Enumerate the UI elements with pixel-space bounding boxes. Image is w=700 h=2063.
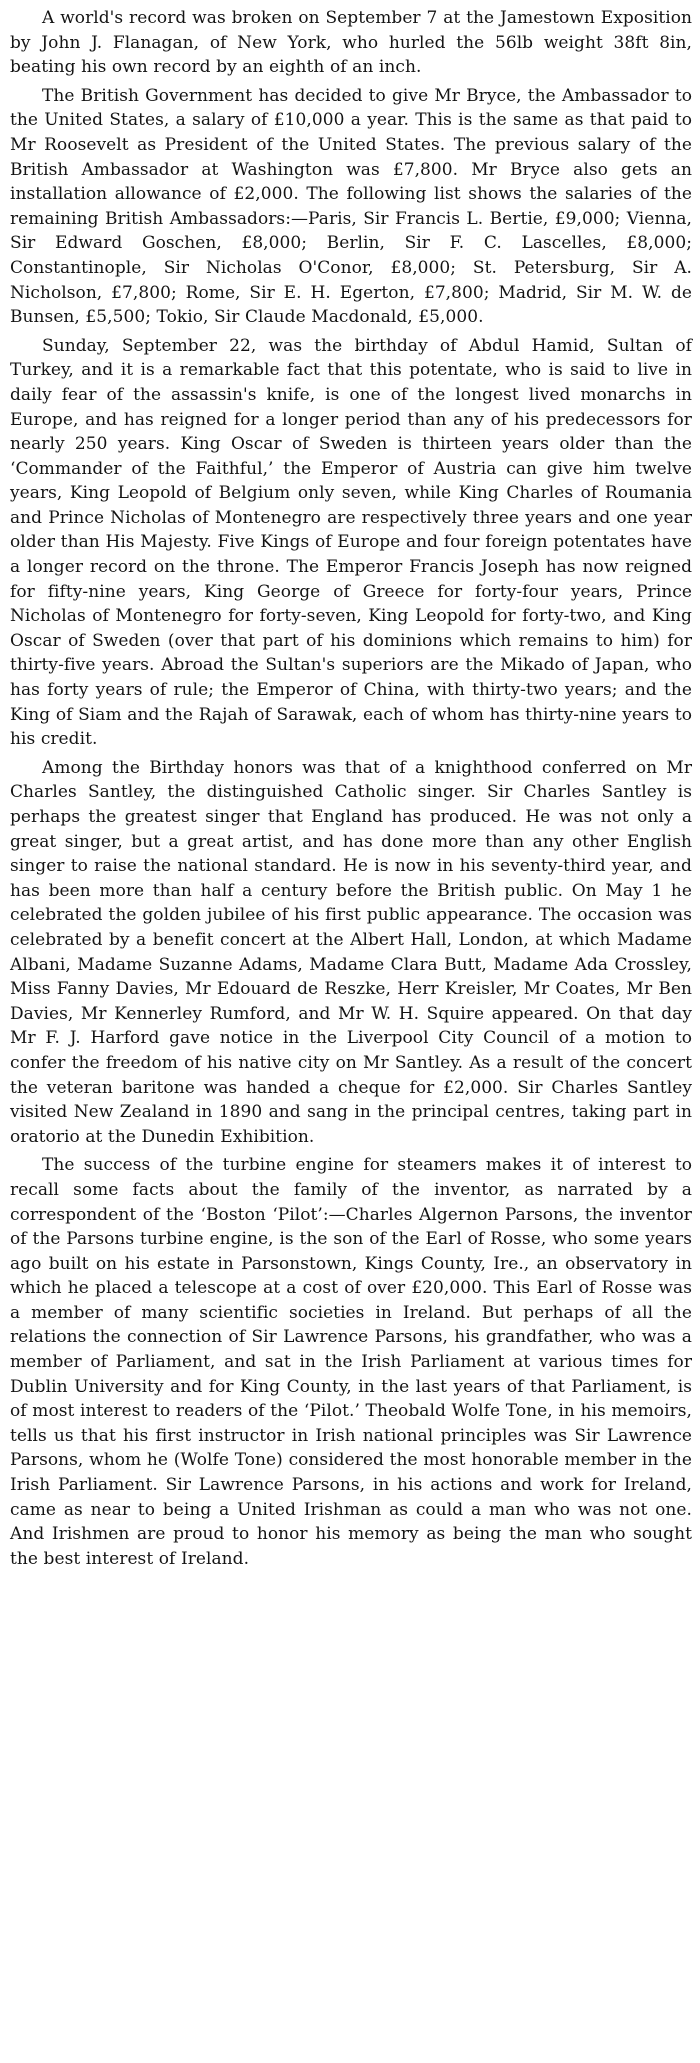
paragraph-santley-knighthood: Among the Birthday honors was that of a knighthood conferred on Mr Charles Santley, the distinguished Catholic singer. Sir Charles Santley is perhaps the greatest singer that England has produced. He was not only a great singer, but a great artist, and has done more than any other English singer to raise the national standard. He is now in his seventy-third year, and has been more than half a century before the British public. On May 1 he celebrated the golden jubilee of his first public appearance. The occasion was celebrated by a benefit concert at the Albert Hall, London, at which Madame Albani, Madame Suzanne Adams, Madame Clara Butt, Madame Ada Crossley, Miss Fanny Davies, Mr Edouard de Reszke, Herr Kreisler, Mr Coates, Mr Ben Davies, Mr Kennerley Rumford, and Mr W. H. Squire appeared. On that day Mr F. J. Harford gave notice in the Liverpool City Council of a motion to confer the freedom of his native city on Mr Santley. As a result of the concert the veteran baritone was handed a cheque for £2,000. Sir Charles Santley visited New Zealand in 1890 and sang in the principal centres, taking part in oratorio at the Dunedin Exhibition. — [10, 757, 692, 1147]
paragraph-parsons-turbine: The success of the turbine engine for steamers makes it of interest to recall some facts about the family of the inventor, as narrated by a correspondent of the ‘Boston ‘Pilot’:—Charles Algernon Parsons, the inventor of the Parsons turbine engine, is the son of the Earl of Rosse, who some years ago built on his estate in Parsonstown, Kings County, Ire., an observatory in which he placed a telescope at a cost of over £20,000. This Earl of Rosse was a member of many scientific societies in Ireland. But perhaps of all the relations the connection of Sir Lawrence Parsons, his grandfather, who was a member of Parliament, and sat in the Irish Parliament at various times for Dublin University and for King County, in the last years of that Parliament, is of most interest to readers of the ‘Pilot.’ Theobald Wolfe Tone, in his memoirs, tells us that his first instructor in Irish national principles was Sir Lawrence Parsons, whom he (Wolfe Tone) considered the most honorable member in the Irish Parliament. Sir Lawrence Parsons, in his actions and work for Ireland, came as near to being a United Irishman as could a man who was not one. And Irishmen are proud to honor his memory as being the man who sought the best interest of Ireland. — [10, 1155, 692, 1569]
paragraph-flanagan-record: A world's record was broken on September 7 at the Jamestown Exposition by John J. Flanagan, of New York, who hurled the 56lb weight 38ft 8in, beating his own record by an eighth of an inch. — [10, 8, 692, 78]
paragraph-ambassador-salaries: The British Government has decided to give Mr Bryce, the Ambassador to the United States, a salary of £10,000 a year. This is the same as that paid to Mr Roosevelt as President of the United States. The previous salary of the British Ambassador at Washington was £7,800. Mr Bryce also gets an installation allowance of £2,000. The following list shows the salaries of the remaining British Ambassadors:—Paris, Sir Francis L. Bertie, £9,000; Vienna, Sir Edward Goschen, £8,000; Berlin, Sir F. C. Lascelles, £8,000; Constantinople, Sir Nicholas O'Conor, £8,000; St. Petersburg, Sir A. Nicholson, £7,800; Rome, Sir E. H. Egerton, £7,800; Madrid, Sir M. W. de Bunsen, £5,500; Tokio, Sir Claude Macdonald, £5,000. — [10, 85, 692, 328]
paragraph-sultan-birthday: Sunday, September 22, was the birthday of Abdul Hamid, Sultan of Turkey, and it is a remarkable fact that this potentate, who is said to live in daily fear of the assassin's knife, is one of the longest lived monarchs in Europe, and has reigned for a longer period than any of his predecessors for nearly 250 years. King Oscar of Sweden is thirteen years older than the ‘Commander of the Faithful,’ the Emperor of Austria can give him twelve years, King Leopold of Belgium only seven, while King Charles of Roumania and Prince Nicholas of Montenegro are respectively three years and one year older than His Majesty. Five Kings of Europe and four foreign potentates have a longer record on the throne. The Emperor Francis Joseph has now reigned for fifty-nine years, King George of Greece for forty-four years, Prince Nicholas of Montenegro for forty-seven, King Leopold for forty-two, and King Oscar of Sweden (over that part of his dominions which remains to him) for thirty-five years. Abroad the Sultan's superiors are the Mikado of Japan, who has forty years of rule; the Emperor of China, with thirty-two years; and the King of Siam and the Rajah of Sarawak, each of whom has thirty-nine years to his credit. — [10, 335, 692, 750]
